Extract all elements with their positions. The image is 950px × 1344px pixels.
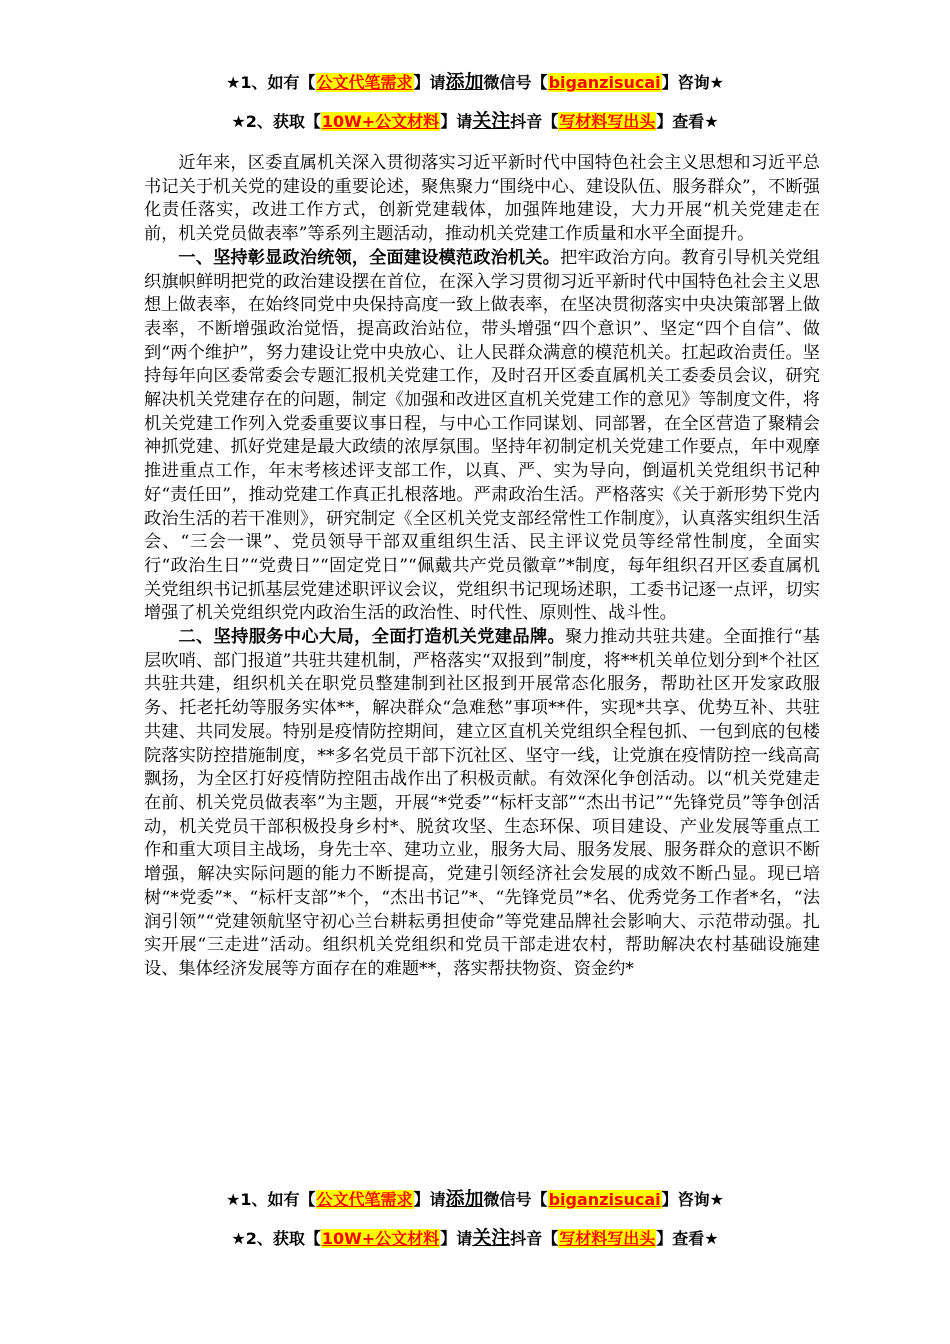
section-2-paragraph: 二、坚持服务中心大局，全面打造机关党建品牌。聚力推动共驻共建。全面推行“基层吹哨、部门报道”共驻共建机制，严格落实“双报到”制度，将**机关单位划分到*个社区共驻共建，组织机关在职党员整建制到社区报到开展常态化服务，帮助社区开发家政服务、托老托幼等服务实体**，解决群众“急难愁”事项**件，实现*共享、优势互补、共驻共建、共同发展。特别是疫情防控期间，建立区直机关党组织全程包抓、一包到底的包楼院落实防控措施制度，**多名党员干部下沉社区、坚守一线，让党旗在疫情防控一线高高飘扬，为全区打好疫情防控阻击战作出了积极贡献。有效深化争创活动。以“机关党建走在前、机关党员做表率”为主题，开展“*党委”“标杆支部”“杰出书记”“先锋党员”等争创活动，机关党员干部积极投身乡村*、脱贫攻坚、生态环保、项目建设、产业发展等重点工作和重大项目主战场，身先士卒、建功立业，服务大局、服务发展、服务群众的意识不断增强，解决实际问题的能力不断提高，党建引领经济社会发展的成效不断凸显。现已培树“*党委”*、“标杆支部”*个，“杰出书记”*、“先锋党员”*名、优秀党务工作者*名，“法润引领”“党建领航坚守初心兰台耕耘勇担使命”等党建品牌社会影响大、示范带动强。扎实开展“三走进”活动。组织机关党组织和党员干部走进农村，帮助解决农村基础设施建设、集体经济发展等方面存在的难题**，落实帮扶物资、资金约*: [144, 627, 820, 979]
wechat-id: biganzisucai: [548, 1190, 661, 1209]
bottom-banner-line-2: ★2、获取【10W+公文材料】请关注抖音【写材料写出头】查看★: [231, 1227, 719, 1249]
bottom-banner-line-1: ★1、如有【公文代笔需求】请添加微信号【biganzisucai】咨询★: [226, 1188, 724, 1210]
intro-paragraph: 近年来，区委直属机关深入贯彻落实习近平新时代中国特色社会主义思想和习近平总书记关于机关党的建设的重要论述，聚焦聚力“围绕中心、建设队伍、服务群众”，不断强化责任落实，改进工作方式，创新党建载体，加强阵地建设，大力开展“机关党建走在前，机关党员做表率”等系列主题活动，推动机关党建工作质量和水平全面提升。: [144, 153, 820, 245]
document-body: [144, 152, 820, 982]
highlight-text: 10W+公文材料: [321, 112, 440, 131]
section-2-heading: 二、坚持服务中心大局，全面打造机关党建品牌。: [178, 627, 566, 648]
top-banner-line-1: ★1、如有【公文代笔需求】请添加微信号【biganzisucai】咨询★: [226, 71, 724, 93]
highlight-text: 公文代笔需求: [316, 73, 413, 92]
wechat-id: biganzisucai: [548, 73, 661, 92]
douyin-id: 写材料写出头: [559, 1229, 656, 1248]
highlight-text: 10W+公文材料: [321, 1229, 440, 1248]
douyin-id: 写材料写出头: [559, 112, 656, 131]
top-banner-line-2: ★2、获取【10W+公文材料】请关注抖音【写材料写出头】查看★: [231, 110, 719, 132]
section-1-paragraph: 一、坚持彰显政治统领，全面建设模范政治机关。把牢政治方向。教育引导机关党组织旗帜鲜明把党的政治建设摆在首位，在深入学习贯彻习近平新时代中国特色社会主义思想上做表率，在始终同党中央保持高度一致上做表率，在坚决贯彻落实中央决策部署上做表率，不断增强政治觉悟，提高政治站位，带头增强“四个意识”、坚定“四个自信”、做到“两个维护”，努力建设让党中央放心、让人民群众满意的模范机关。扛起政治责任。坚持每年向区委常委会专题汇报机关党建工作，及时召开区委直属机关工委委员会议，研究解决机关党建存在的问题，制定《加强和改进区直机关党建工作的意见》等制度文件，将机关党建工作列入党委重要议事日程，与中心工作同谋划、同部署，在全区营造了聚精会神抓党建、抓好党建是最大政绩的浓厚氛围。坚持年初制定机关党建工作要点，年中观摩推进重点工作，年末考核述评支部工作，以真、严、实为导向，倒逼机关党组织书记种好“责任田”，推动党建工作真正扎根落地。严肃政治生活。严格落实《关于新形势下党内政治生活的若干准则》，研究制定《全区机关党支部经常性工作制度》，认真落实组织生活会、“三会一课”、党员领导干部双重组织生活、民主评议党员等经常性制度，全面实行“政治生日”“党费日”“固定党日”“佩戴共产党员徽章”*制度，每年组织召开区委直属机关党组织书记抓基层党建述职评议会议，党组织书记现场述职，工委书记逐一点评，切实增强了机关党组织党内政治生活的政治性、时代性、原则性、战斗性。: [144, 247, 820, 624]
section-1-heading: 一、坚持彰显政治统领，全面建设模范政治机关。: [178, 247, 560, 268]
highlight-text: 公文代笔需求: [316, 1190, 413, 1209]
